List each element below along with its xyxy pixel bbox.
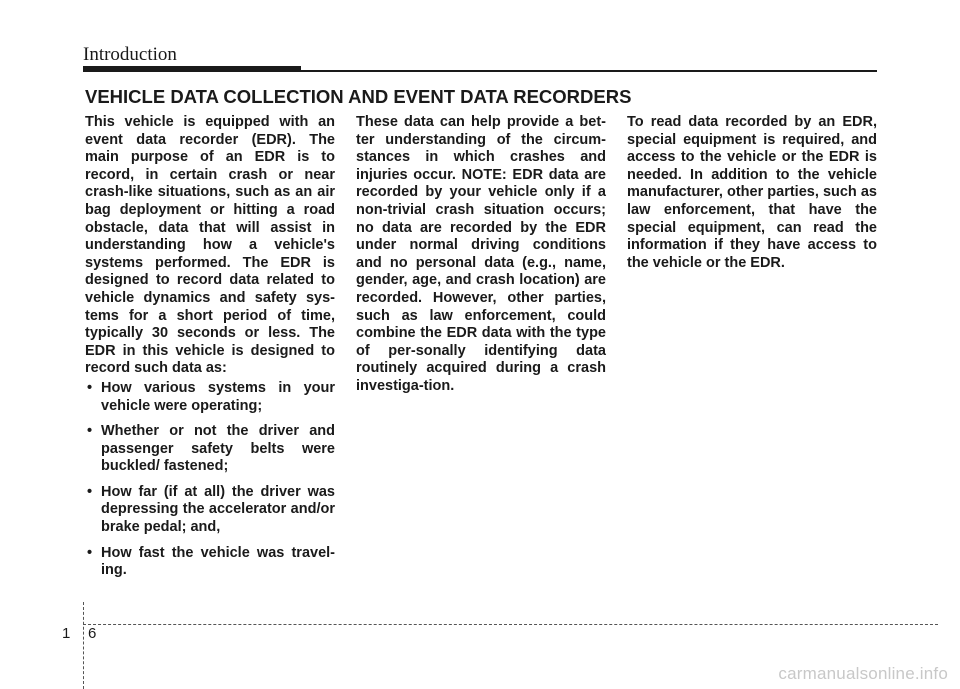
- list-item: • How far (if at all) the driver was depressing the accelerator and/or brake pedal; and,: [87, 483, 335, 536]
- bullet-icon: •: [87, 483, 93, 500]
- header-rule-thin: [301, 70, 877, 72]
- text-column-1: [85, 114, 335, 588]
- section-label: Introduction: [83, 44, 177, 65]
- watermark: carmanualsonline.info: [778, 664, 948, 683]
- list-item: • Whether or not the driver and passenger safety belts were buckled/ fastened;: [87, 423, 335, 475]
- chapter-number: 1: [62, 625, 71, 642]
- bullet-icon: •: [87, 544, 93, 561]
- footer-divider: [83, 624, 938, 625]
- header-rule-thick: [83, 66, 301, 72]
- edr-understanding-paragraph: These data can help provide a bet-ter understanding of the circum-stances in which crashes and injuries occur. NOTE: EDR data are recorded by your vehicle only if a non-trivial crash situation occurs; no data are recorded by the EDR under normal driving conditions and no personal data (e.g., name, gender, age, and crash location) are recorded. However, other parties, such as law enforcement, could combine the EDR data with the type of per-sonally identifying data routinely acquired during a crash investiga-tion.: [356, 114, 606, 394]
- bullet-icon: •: [87, 423, 93, 440]
- recorded-data-list: [85, 380, 335, 580]
- list-item: • How fast the vehicle was travel-ing.: [87, 544, 335, 579]
- text-column-2: [356, 114, 606, 396]
- text-column-3: [627, 114, 877, 272]
- edr-access-paragraph: To read data recorded by an EDR, special equipment is required, and access to the vehicle or the EDR is needed. In addition to the vehicle manufacturer, other parties, such as law enforcement, that have the special equipment, can read the information if they have access to the vehicle or the EDR.: [627, 114, 877, 271]
- edr-intro-paragraph: This vehicle is equipped with an event data recorder (EDR). The main purpose of an EDR is to record, in certain crash or near crash-like situations, such as an air bag deployment or hitting a road obstacle, data that will assist in understanding how a vehicle's systems performed. The EDR is designed to record data related to vehicle dynamics and safety sys-tems for a short period of time, typically 30 seconds or less. The EDR in this vehicle is designed to record such data as:: [85, 114, 335, 377]
- bullet-icon: •: [87, 379, 93, 396]
- footer-vertical-divider: [83, 602, 84, 689]
- page-title: VEHICLE DATA COLLECTION AND EVENT DATA RECORDERS: [85, 86, 632, 107]
- list-item: • How various systems in your vehicle were operating;: [87, 379, 335, 414]
- page-number: 6: [88, 625, 97, 642]
